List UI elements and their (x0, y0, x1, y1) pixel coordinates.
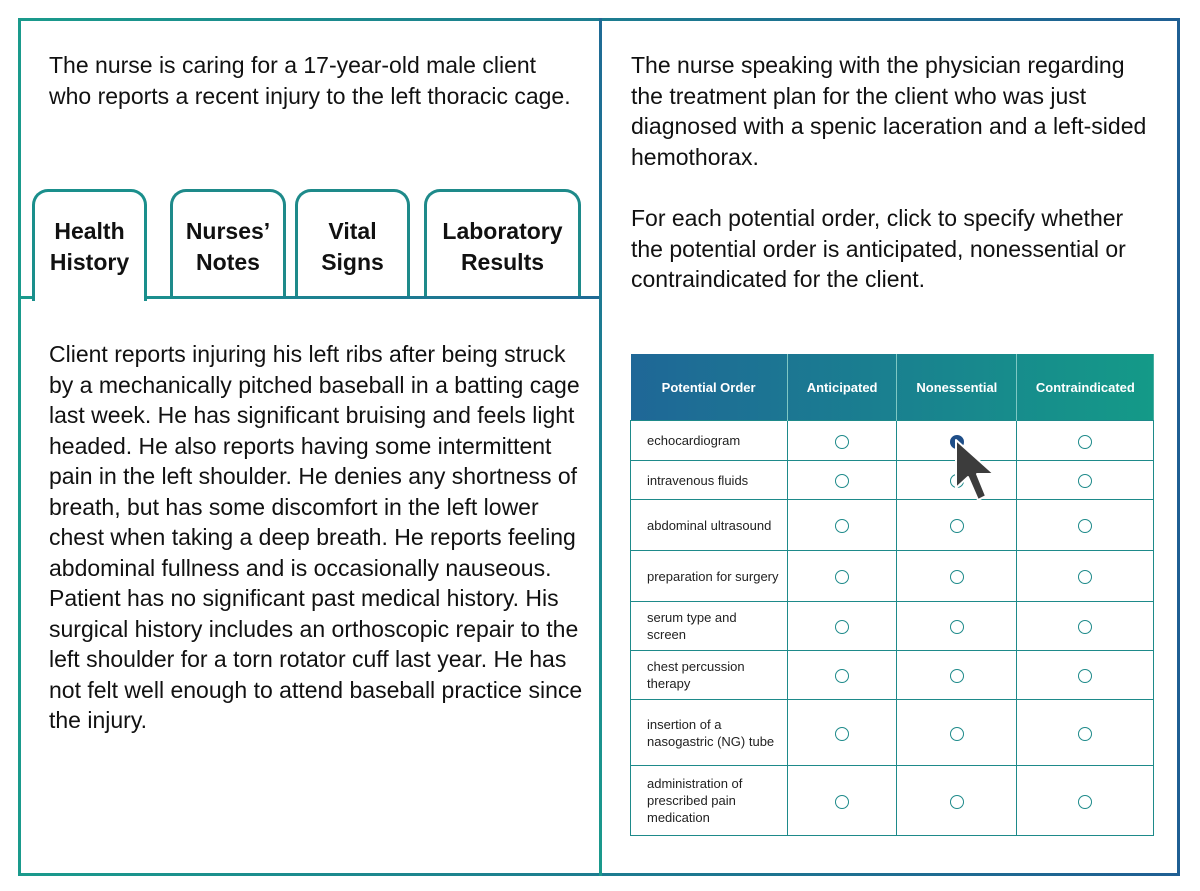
contraindicated-cell (1017, 700, 1154, 766)
tab-health-history[interactable] (32, 189, 147, 301)
nonessential-radio[interactable] (950, 570, 964, 584)
tab-label-line1: Vital (328, 218, 377, 244)
tab-label-line1: Laboratory (442, 218, 563, 244)
active-tab-gap (35, 295, 144, 300)
table-row (631, 700, 1154, 766)
anticipated-cell (787, 461, 897, 500)
nonessential-cell (897, 602, 1017, 651)
order-label: chest percussion therapy (631, 651, 788, 700)
order-label: abdominal ultrasound (631, 500, 788, 551)
anticipated-cell (787, 602, 897, 651)
tab-label-line1: Health (54, 218, 125, 244)
contraindicated-radio[interactable] (1078, 474, 1092, 488)
anticipated-radio[interactable] (835, 570, 849, 584)
table-row (631, 602, 1154, 651)
nonessential-radio[interactable] (950, 620, 964, 634)
contraindicated-radio[interactable] (1078, 435, 1092, 449)
header-contraindicated: Contraindicated (1035, 379, 1135, 395)
anticipated-radio[interactable] (835, 727, 849, 741)
contraindicated-radio[interactable] (1078, 727, 1092, 741)
order-label: intravenous fluids (631, 461, 788, 500)
tab-label-line1: Nurses’ (185, 218, 271, 244)
table-row (631, 500, 1154, 551)
nonessential-cell (897, 766, 1017, 836)
question-scenario: The nurse speaking with the physician regarding the treatment plan for the client who was just diagnosed with a spenic laceration and a left-sided hemothorax. (631, 52, 1147, 170)
nonessential-radio[interactable] (950, 795, 964, 809)
anticipated-radio[interactable] (835, 519, 849, 533)
nonessential-radio[interactable] (950, 519, 964, 533)
table-row (631, 766, 1154, 836)
arrow-pointer-icon (950, 432, 1010, 510)
order-label: serum type and screen (631, 602, 788, 651)
anticipated-cell (787, 700, 897, 766)
contraindicated-cell (1017, 500, 1154, 551)
tab-vital-signs[interactable] (295, 189, 410, 299)
order-label: preparation for surgery (631, 551, 788, 602)
table-row (631, 651, 1154, 700)
question-instruction: For each potential order, click to specify whether the potential order is anticipated, nonessential or contraindicated for the client. (631, 205, 1126, 292)
anticipated-radio[interactable] (835, 620, 849, 634)
panel-divider (599, 18, 602, 876)
health-history-text: Client reports injuring his left ribs after being struck by a mechanically pitched baseball in a batting cage last week. He has significant bruising and feels light headed. He also reports having some intermittent pain in the left shoulder. He denies any shortness of breath, but has some discomfort in the left lower chest when taking a deep breath. He reports feeling abdominal fullness and is occasionally nauseous. Patient has no significant past medical history. His surgical history includes an orthoscopic repair to the left shoulder for a torn rotator cuff last year. He has not felt well enough to attend baseball practice since the injury. (49, 341, 583, 733)
contraindicated-cell (1017, 421, 1154, 461)
anticipated-cell (787, 500, 897, 551)
contraindicated-radio[interactable] (1078, 669, 1092, 683)
anticipated-cell (787, 651, 897, 700)
header-potential-order: Potential Order (631, 354, 788, 421)
header-anticipated: Anticipated (787, 354, 897, 421)
anticipated-radio[interactable] (835, 795, 849, 809)
table-row (631, 421, 1154, 461)
orders-matrix (630, 354, 1154, 836)
tab-label-line2: Notes (196, 249, 260, 275)
nonessential-radio[interactable] (950, 727, 964, 741)
contraindicated-cell (1017, 766, 1154, 836)
nonessential-cell (897, 551, 1017, 602)
anticipated-radio[interactable] (835, 669, 849, 683)
table-row (631, 461, 1154, 500)
contraindicated-cell (1017, 602, 1154, 651)
contraindicated-cell (1017, 651, 1154, 700)
tab-label-line2: Results (460, 249, 545, 275)
case-intro: The nurse is caring for a 17-year-old male client who reports a recent injury to the left thoracic cage. (49, 52, 571, 109)
header-nonessential: Nonessential (897, 354, 1017, 421)
anticipated-radio[interactable] (835, 474, 849, 488)
anticipated-radio[interactable] (835, 435, 849, 449)
contraindicated-radio[interactable] (1078, 795, 1092, 809)
contraindicated-radio[interactable] (1078, 519, 1092, 533)
contraindicated-radio[interactable] (1078, 620, 1092, 634)
anticipated-cell (787, 421, 897, 461)
order-label: echocardiogram (631, 421, 788, 461)
anticipated-cell (787, 551, 897, 602)
contraindicated-cell (1017, 551, 1154, 602)
contraindicated-radio[interactable] (1078, 570, 1092, 584)
nonessential-radio[interactable] (950, 669, 964, 683)
tab-nurses-notes[interactable] (170, 189, 286, 299)
order-label: insertion of a nasogastric (NG) tube (631, 700, 788, 766)
tab-label-line2: History (49, 249, 130, 275)
tab-laboratory-results[interactable] (424, 189, 581, 299)
matrix-header-row (631, 354, 1154, 421)
contraindicated-cell (1017, 461, 1154, 500)
nonessential-cell (897, 700, 1017, 766)
order-label: administration of prescribed pain medication (631, 766, 788, 836)
nonessential-cell (897, 651, 1017, 700)
table-row (631, 551, 1154, 602)
tab-label-line2: Signs (321, 249, 384, 275)
anticipated-cell (787, 766, 897, 836)
